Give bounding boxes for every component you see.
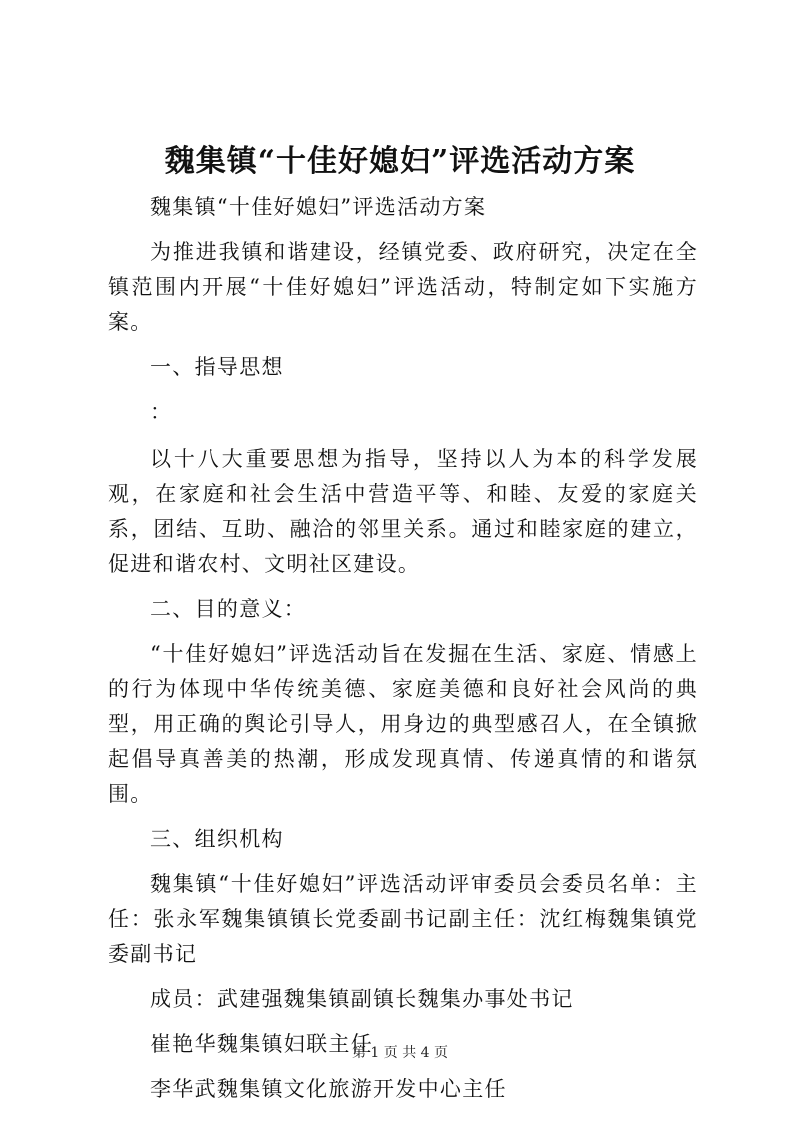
- subtitle-paragraph: 魏集镇“十佳好媳妇”评选活动方案: [150, 195, 487, 219]
- document-body: [108, 190, 698, 1117]
- purpose-paragraph: “十佳好媳妇”评选活动旨在发掘在生活、家庭、情感上的行为体现中华传统美德、家庭美德和良好社会风尚的典型，用正确的舆论引导人，用身边的典型感召人，在全镇掀起倡导真善美的热潮，形成发现真情、传递真情的和谐氛围。: [108, 642, 698, 806]
- member-line-3: 李华武魏集镇文化旅游开发中心主任: [150, 1077, 507, 1101]
- member-line-2: 崔艳华魏集镇妇联主任: [150, 1032, 373, 1056]
- document-title: 魏集镇“十佳好媳妇”评选活动方案: [164, 144, 636, 179]
- member-line-1: 成员：武建强魏集镇副镇长魏集办事处书记: [150, 987, 574, 1011]
- intro-paragraph: 为推进我镇和谐建设，经镇党委、政府研究，决定在全镇范围内开展“十佳好媳妇”评选活动，特制定如下实施方案。: [108, 240, 698, 334]
- guiding-ideology-paragraph: 以十八大重要思想为指导，坚持以人为本的科学发展观，在家庭和社会生活中营造平等、和睦、友爱的家庭关系，团结、互助、融洽的邻里关系。通过和睦家庭的建立，促进和谐农村、文明社区建设。: [108, 447, 698, 576]
- colon-line: ：: [150, 400, 173, 424]
- page-number-footer: 第 1 页 共 4 页: [351, 1045, 449, 1061]
- section-heading-guiding-ideology: 一、指导思想: [150, 355, 284, 379]
- section-heading-organization: 三、组织机构: [150, 827, 284, 851]
- section-heading-purpose: 二、目的意义：: [150, 597, 307, 621]
- committee-list-paragraph: 魏集镇“十佳好媳妇”评选活动评审委员会委员名单：主任：张永军魏集镇镇长党委副书记副主任：沈红梅魏集镇党委副书记: [108, 872, 698, 966]
